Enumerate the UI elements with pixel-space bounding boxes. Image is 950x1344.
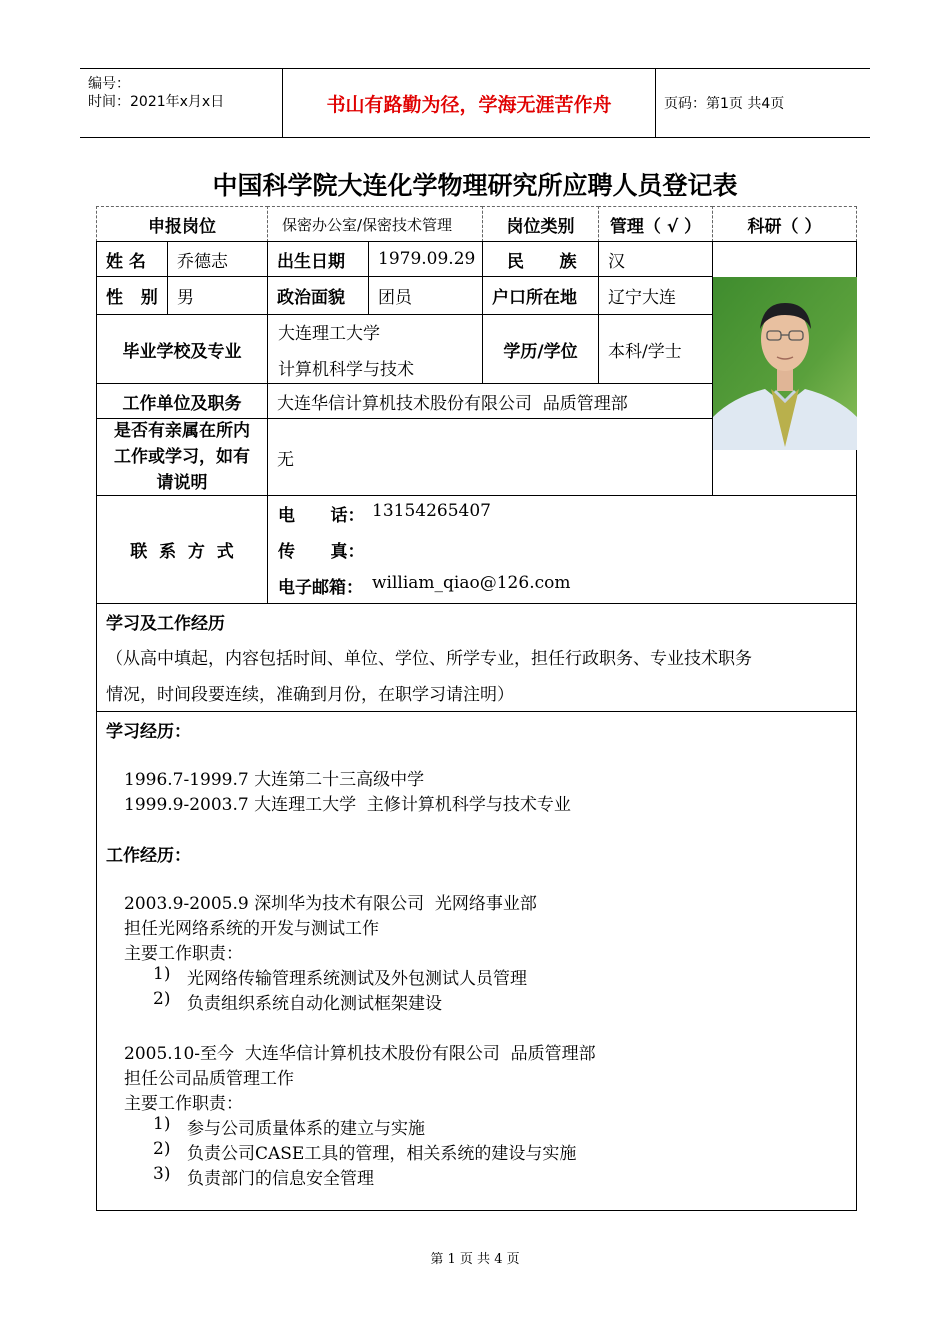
job2-duty-1-num: 1) (153, 1114, 171, 1134)
job2-title: 2005.10-至今 大连华信计算机技术股份有限公司 品质管理部 (124, 1044, 596, 1064)
job2-duty-2: 负责公司CASE工具的管理，相关系统的建设与实施 (187, 1144, 577, 1164)
job2-duty-3: 负责部门的信息安全管理 (187, 1169, 374, 1189)
job1-duties-label: 主要工作职责： (124, 944, 243, 964)
job1-title: 2003.9-2005.9 深圳华为技术有限公司 光网络事业部 (124, 894, 537, 914)
job1-duty-1-num: 1) (153, 964, 171, 984)
birth-label: 出生日期 (267, 241, 369, 277)
header-page-code: 页码：第1页 共4页 (664, 96, 785, 112)
ethnic-value: 汉 (598, 241, 713, 277)
contact-cell (267, 495, 857, 604)
header-motto: 书山有路勤为径，学海无涯苦作舟 (283, 69, 656, 137)
relative-value: 无 (267, 418, 713, 496)
relative-label-line1: 是否有亲属在所内 (114, 421, 250, 441)
job1-duty-2: 负责组织系统自动化测试框架建设 (187, 994, 442, 1014)
birth-value: 1979.09.29 (368, 241, 483, 277)
experience-note-1: （从高中填起，内容包括时间、单位、学位、所学专业，担任行政职务、专业技术职务 (106, 649, 752, 669)
job2-role: 担任公司品质管理工作 (124, 1069, 294, 1089)
political-label: 政治面貌 (267, 276, 369, 315)
time-label: 时间：2021年x月x日 (88, 94, 225, 110)
applicant-photo (713, 277, 857, 450)
position-value: 保密办公室/保密技术管理 (267, 206, 483, 242)
hukou-value: 辽宁大连 (598, 276, 713, 315)
category-research: 科研（ ） (712, 206, 857, 242)
page-footer: 第 1 页 共 4 页 (430, 1252, 520, 1267)
school-cell (267, 314, 483, 384)
form-title: 中国科学院大连化学物理研究所应聘人员登记表 (212, 171, 738, 200)
experience-note-2: 情况，时间段要连续，准确到月份，在职学习请注明） (106, 685, 514, 705)
study-item-2: 1999.9-2003.7 大连理工大学 主修计算机科学与技术专业 (124, 795, 571, 815)
email-label: 电子邮箱： (278, 578, 363, 598)
job2-duty-1: 参与公司质量体系的建立与实施 (187, 1119, 425, 1139)
job2-duties-label: 主要工作职责： (124, 1094, 243, 1114)
work-value: 大连华信计算机技术股份有限公司 品质管理部 (267, 383, 713, 419)
school-label: 毕业学校及专业 (96, 314, 268, 384)
major-value: 计算机科学与技术 (278, 360, 414, 380)
name-value: 乔德志 (167, 241, 268, 277)
political-value: 团员 (368, 276, 483, 315)
relative-label-line3: 请说明 (156, 473, 208, 493)
applicant-photo-image (713, 277, 857, 450)
study-item-1: 1996.7-1999.7 大连第二十三高级中学 (124, 770, 425, 790)
study-heading: 学习经历： (106, 722, 191, 742)
category-management: 管理（ √ ） (598, 206, 713, 242)
email-value: william_qiao@126.com (372, 573, 571, 593)
hukou-label: 户口所在地 (482, 276, 599, 315)
job2-duty-2-num: 2) (153, 1139, 171, 1159)
job1-duty-1: 光网络传输管理系统测试及外包测试人员管理 (187, 969, 527, 989)
position-label: 申报岗位 (96, 206, 268, 242)
gender-value: 男 (167, 276, 268, 315)
contact-label: 联 系 方 式 (96, 495, 268, 604)
experience-header-cell (96, 603, 857, 712)
job1-role: 担任光网络系统的开发与测试工作 (124, 919, 379, 939)
name-label: 姓 名 (96, 241, 168, 277)
experience-heading: 学习及工作经历 (106, 614, 225, 634)
work-heading: 工作经历： (106, 846, 191, 866)
number-label: 编号： (88, 76, 130, 92)
category-label: 岗位类别 (482, 206, 599, 242)
ethnic-label: 民 族 (482, 241, 599, 277)
phone-value: 13154265407 (372, 501, 491, 521)
experience-body-cell (96, 711, 857, 1211)
school-value: 大连理工大学 (278, 324, 380, 344)
work-label: 工作单位及职务 (96, 383, 268, 419)
header-meta (80, 69, 283, 137)
relative-label (96, 418, 268, 496)
degree-value: 本科/学士 (598, 314, 713, 384)
fax-label: 传 真： (278, 542, 365, 562)
degree-label: 学历/学位 (482, 314, 599, 384)
page-header (80, 68, 870, 138)
gender-label: 性 别 (96, 276, 168, 315)
relative-label-line2: 工作或学习，如有 (114, 447, 250, 467)
job1-duty-2-num: 2) (153, 989, 171, 1009)
job2-duty-3-num: 3) (153, 1164, 171, 1184)
phone-label: 电 话： (278, 506, 365, 526)
